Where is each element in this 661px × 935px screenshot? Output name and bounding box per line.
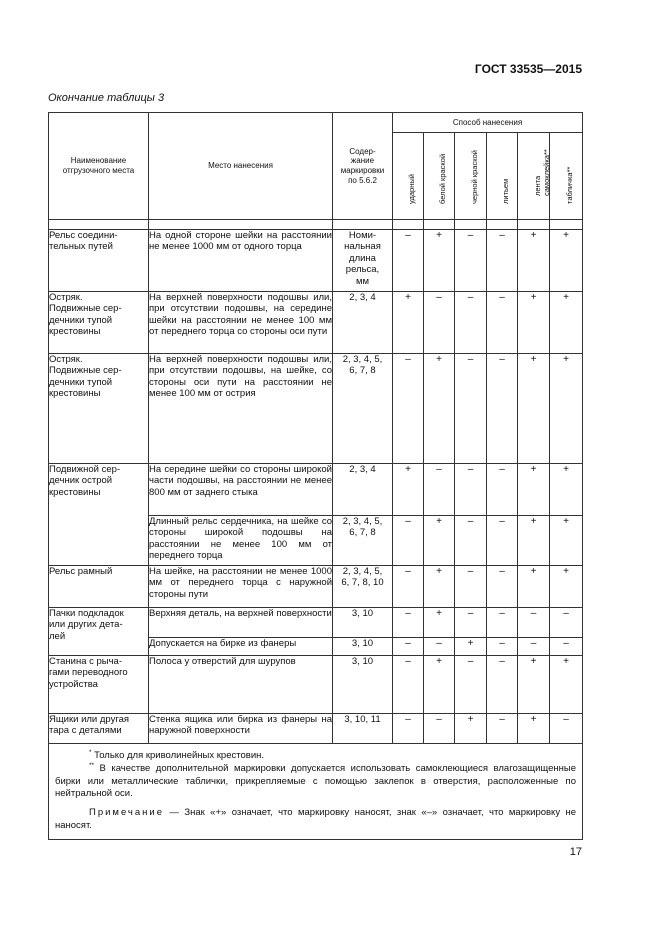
table-row [49, 464, 583, 516]
row-mark: – [487, 714, 518, 744]
row-content: Номи- нальная длина рельса, мм [333, 230, 393, 292]
row-mark: – [550, 638, 583, 656]
row-mark: + [518, 354, 550, 464]
header-place: Место нанесения [149, 113, 333, 220]
row-mark: – [455, 354, 487, 464]
row-mark: – [455, 464, 487, 516]
row-mark: – [424, 464, 455, 516]
header-method-group: Способ нанесения [393, 113, 583, 133]
header-method-tape: лента самоклейка** [518, 133, 550, 220]
row-mark: + [424, 354, 455, 464]
row-mark: + [550, 230, 583, 292]
row-mark: + [518, 292, 550, 354]
row-mark: + [424, 656, 455, 714]
row-mark: + [518, 230, 550, 292]
header-method-plate: табличка** [550, 133, 583, 220]
row-mark: – [393, 656, 424, 714]
table-caption: Окончание таблицы 3 [48, 92, 165, 104]
row-mark: + [518, 464, 550, 516]
row-mark: – [455, 516, 487, 566]
row-mark: – [487, 608, 518, 638]
row-mark: + [393, 464, 424, 516]
row-mark: + [518, 714, 550, 744]
table-row [49, 292, 583, 354]
page-number: 17 [569, 846, 582, 858]
row-mark: + [518, 656, 550, 714]
row-mark: + [550, 566, 583, 608]
row-mark: – [487, 638, 518, 656]
table-row [49, 656, 583, 714]
row-name: Подвижной сер- дечник острой крестовины [49, 464, 149, 566]
row-mark: + [550, 464, 583, 516]
row-place: На середине шейки со стороны широкой части подошвы, на расстоянии не менее 800 мм от заднего стыка [149, 464, 333, 516]
row-mark: – [455, 656, 487, 714]
row-mark: – [487, 292, 518, 354]
row-mark: – [550, 608, 583, 638]
table-notes [49, 744, 582, 839]
row-place: На шейке, на расстоянии не менее 1000 мм от переднего торца с наружной стороны пути [149, 566, 333, 608]
header-method-black-paint: черной краской [455, 133, 487, 220]
row-name: Остряк. Подвижные сер- дечники тупой крестовины [49, 292, 149, 354]
row-name: Ящики или другая тара с деталями [49, 714, 149, 744]
row-mark: + [550, 292, 583, 354]
row-mark: + [455, 638, 487, 656]
header-method-impact: ударный [393, 133, 424, 220]
header-method-white-paint: белой краской [424, 133, 455, 220]
row-mark: – [424, 292, 455, 354]
row-mark: – [487, 516, 518, 566]
row-content: 2, 3, 4, 5, 6, 7, 8 [333, 516, 393, 566]
row-mark: – [518, 608, 550, 638]
row-mark: – [455, 566, 487, 608]
row-mark: – [550, 714, 583, 744]
row-content: 2, 3, 4, 5, 6, 7, 8, 10 [333, 566, 393, 608]
row-mark: + [424, 230, 455, 292]
table-note: Примечание — Знак «+» означает, что маркировку наносят, знак «–» означает, что маркировку не наносят. [55, 807, 577, 832]
table-row [49, 566, 583, 608]
row-mark: + [518, 566, 550, 608]
row-name: Станина с рыча- гами переводного устройства [49, 656, 149, 714]
row-mark: – [393, 714, 424, 744]
row-mark: + [550, 656, 583, 714]
row-name: Рельс рамный [49, 566, 149, 608]
row-content: 3, 10 [333, 608, 393, 638]
row-content: 3, 10 [333, 638, 393, 656]
row-place: Полоса у отверстий для шурупов [149, 656, 333, 714]
row-mark: – [487, 230, 518, 292]
row-mark: – [424, 714, 455, 744]
row-mark: + [518, 516, 550, 566]
header-name: Наименование отгрузочного места [49, 113, 149, 220]
footnote-1: * Только для криволинейных крестовин. [89, 748, 265, 761]
row-name: Рельс соедини- тельных путей [49, 230, 149, 292]
row-place: Верхняя деталь, на верхней поверхности [149, 608, 333, 638]
table-row [49, 608, 583, 638]
row-mark: – [455, 292, 487, 354]
row-place: На верхней поверхности подошвы или, при отсутствии подошвы, на шейке, со стороны оси пути на расстоянии не менее 100 мм от острия [149, 354, 333, 464]
row-mark: – [424, 638, 455, 656]
row-mark: – [393, 230, 424, 292]
row-content: 3, 10 [333, 656, 393, 714]
row-content: 2, 3, 4, 5, 6, 7, 8 [333, 354, 393, 464]
header-content: Содер- жание маркировки по 5.6.2 [333, 113, 393, 220]
row-name: Пачки подкладок или других дета- лей [49, 608, 149, 656]
row-mark: – [455, 608, 487, 638]
row-mark: + [550, 354, 583, 464]
row-mark: – [393, 608, 424, 638]
row-place: Стенка ящика или бирка из фанеры на наружной поверхности [149, 714, 333, 744]
row-mark: – [518, 638, 550, 656]
row-place: На одной стороне шейки на расстоянии не менее 1000 мм от одного торца [149, 230, 333, 292]
row-mark: – [393, 516, 424, 566]
row-mark: – [393, 638, 424, 656]
row-place: На верхней поверхности подошвы или, при отсутствии подошвы, на середине шейки на расстоянии не менее 100 мм от переднего торца со стороны оси пути [149, 292, 333, 354]
row-mark: – [487, 566, 518, 608]
row-mark: – [393, 566, 424, 608]
row-mark: – [487, 464, 518, 516]
row-mark: + [424, 516, 455, 566]
marking-table [48, 112, 583, 840]
row-content: 2, 3, 4 [333, 464, 393, 516]
row-mark: + [455, 714, 487, 744]
row-place: Допускается на бирке из фанеры [149, 638, 333, 656]
row-mark: – [487, 354, 518, 464]
header-method-casting: литьем [487, 133, 518, 220]
table-row [49, 354, 583, 464]
table-row [49, 714, 583, 744]
row-mark: – [455, 230, 487, 292]
row-mark: + [424, 608, 455, 638]
row-content: 2, 3, 4 [333, 292, 393, 354]
footnote-2: ** В качестве дополнительной маркировки допускается использовать самоклеющиеся влагозащищенные бирки или металлические таблички, прикрепляемые с помощью заклепок в отверстия, расположенные по нейтральной оси. [55, 761, 576, 800]
row-place: Длинный рельс сердечника, на шейке со стороны широкой подошвы на расстоянии не менее 100 мм от переднего торца [149, 516, 333, 566]
row-mark: + [393, 292, 424, 354]
table-row [49, 230, 583, 292]
row-mark: + [550, 516, 583, 566]
row-mark: – [393, 354, 424, 464]
row-content: 3, 10, 11 [333, 714, 393, 744]
standard-number: ГОСТ 33535—2015 [474, 62, 582, 76]
row-mark: – [487, 656, 518, 714]
row-mark: + [424, 566, 455, 608]
row-name: Остряк. Подвижные сер- дечники тупой крестовины [49, 354, 149, 464]
